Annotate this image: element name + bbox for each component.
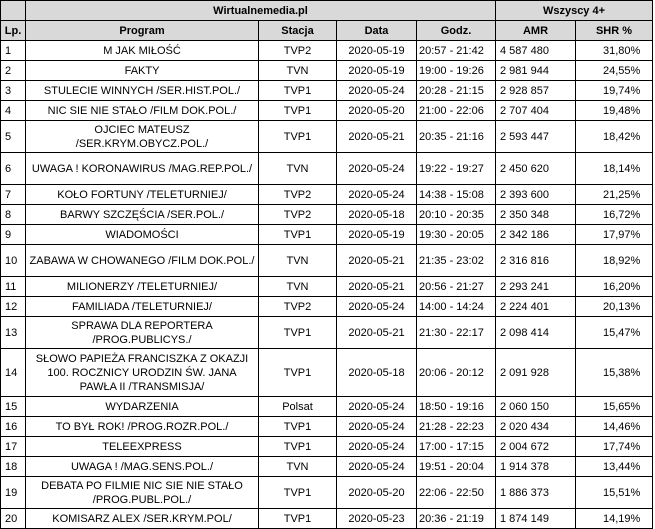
cell-data: 2020-05-20	[337, 477, 417, 509]
cell-godz: 14:38 - 15:08	[417, 185, 496, 205]
cell-program: STULECIE WINNYCH /SER.HIST.POL./	[26, 81, 259, 101]
cell-program: OJCIEC MATEUSZ /SER.KRYM.OBYCZ.POL./	[26, 121, 259, 153]
cell-lp: 14	[1, 349, 26, 397]
cell-godz: 17:00 - 17:15	[417, 437, 496, 457]
col-header-data: Data	[337, 21, 417, 41]
cell-shr: 15,47%	[576, 317, 653, 349]
cell-data: 2020-05-24	[337, 417, 417, 437]
cell-stacja: TVP1	[259, 81, 337, 101]
cell-godz: 20:35 - 21:16	[417, 121, 496, 153]
cell-amr: 2 060 150	[496, 397, 576, 417]
cell-shr: 15,38%	[576, 349, 653, 397]
cell-program: TO BYŁ ROK! /PROG.ROZR.POL./	[26, 417, 259, 437]
cell-program: UWAGA ! /MAG.SENS.POL./	[26, 457, 259, 477]
table-row	[1, 185, 653, 205]
cell-godz: 19:51 - 20:04	[417, 457, 496, 477]
cell-shr: 20,13%	[576, 297, 653, 317]
cell-shr: 16,72%	[576, 205, 653, 225]
cell-lp: 15	[1, 397, 26, 417]
cell-godz: 20:06 - 20:12	[417, 349, 496, 397]
cell-stacja: TVN	[259, 277, 337, 297]
cell-program: FAMILIADA /TELETURNIEJ/	[26, 297, 259, 317]
cell-amr: 2 981 944	[496, 61, 576, 81]
cell-program: MILIONERZY /TELETURNIEJ/	[26, 277, 259, 297]
cell-amr: 2 342 186	[496, 225, 576, 245]
table-row	[1, 477, 653, 509]
cell-shr: 18,14%	[576, 153, 653, 185]
cell-data: 2020-05-24	[337, 153, 417, 185]
cell-lp: 1	[1, 41, 26, 61]
table-row	[1, 397, 653, 417]
cell-stacja: TVP1	[259, 509, 337, 529]
table-row	[1, 509, 653, 529]
cell-data: 2020-05-23	[337, 509, 417, 529]
cell-godz: 20:56 - 21:27	[417, 277, 496, 297]
cell-stacja: TVP2	[259, 205, 337, 225]
cell-amr: 2 020 434	[496, 417, 576, 437]
cell-stacja: TVN	[259, 153, 337, 185]
table-row	[1, 457, 653, 477]
cell-shr: 24,55%	[576, 61, 653, 81]
cell-godz: 21:35 - 23:02	[417, 245, 496, 277]
col-header-program: Program	[26, 21, 259, 41]
cell-data: 2020-05-24	[337, 397, 417, 417]
cell-amr: 2 928 857	[496, 81, 576, 101]
cell-godz: 21:00 - 22:06	[417, 101, 496, 121]
cell-data: 2020-05-19	[337, 41, 417, 61]
cell-lp: 5	[1, 121, 26, 153]
cell-lp: 13	[1, 317, 26, 349]
cell-shr: 19,74%	[576, 81, 653, 101]
table-row	[1, 153, 653, 185]
cell-data: 2020-05-21	[337, 277, 417, 297]
cell-godz: 20:28 - 21:15	[417, 81, 496, 101]
cell-program: SŁOWO PAPIEŻA FRANCISZKA Z OKAZJI 100. ROCZNICY URODZIN ŚW. JANA PAWŁA II /TRANSMISJA/	[26, 349, 259, 397]
table-row	[1, 349, 653, 397]
cell-stacja: TVP1	[259, 317, 337, 349]
cell-shr: 17,74%	[576, 437, 653, 457]
cell-stacja: TVP1	[259, 477, 337, 509]
cell-amr: 1 914 378	[496, 457, 576, 477]
table-row	[1, 81, 653, 101]
cell-lp: 9	[1, 225, 26, 245]
cell-data: 2020-05-18	[337, 205, 417, 225]
cell-stacja: TVP1	[259, 121, 337, 153]
cell-program: KOŁO FORTUNY /TELETURNIEJ/	[26, 185, 259, 205]
cell-data: 2020-05-24	[337, 81, 417, 101]
cell-data: 2020-05-20	[337, 101, 417, 121]
cell-lp: 4	[1, 101, 26, 121]
cell-amr: 2 091 928	[496, 349, 576, 397]
cell-data: 2020-05-21	[337, 245, 417, 277]
cell-program: ZABAWA W CHOWANEGO /FILM DOK.POL./	[26, 245, 259, 277]
cell-godz: 21:28 - 22:23	[417, 417, 496, 437]
cell-godz: 20:36 - 21:19	[417, 509, 496, 529]
cell-lp: 7	[1, 185, 26, 205]
table-row	[1, 121, 653, 153]
cell-stacja: TVP2	[259, 297, 337, 317]
cell-stacja: TVN	[259, 245, 337, 277]
cell-program: TELEEXPRESS	[26, 437, 259, 457]
table-row	[1, 317, 653, 349]
cell-lp: 2	[1, 61, 26, 81]
cell-godz: 14:00 - 14:24	[417, 297, 496, 317]
header-row-columns	[1, 21, 653, 41]
cell-lp: 12	[1, 297, 26, 317]
cell-stacja: TVP1	[259, 225, 337, 245]
cell-amr: 2 393 600	[496, 185, 576, 205]
cell-godz: 20:10 - 20:35	[417, 205, 496, 225]
col-header-amr: AMR	[496, 21, 576, 41]
cell-shr: 18,92%	[576, 245, 653, 277]
cell-shr: 19,48%	[576, 101, 653, 121]
cell-godz: 22:06 - 22:50	[417, 477, 496, 509]
col-header-godz: Godz.	[417, 21, 496, 41]
cell-data: 2020-05-24	[337, 185, 417, 205]
cell-shr: 21,25%	[576, 185, 653, 205]
cell-amr: 1 874 149	[496, 509, 576, 529]
table-body	[1, 41, 653, 529]
cell-shr: 31,80%	[576, 41, 653, 61]
cell-amr: 2 316 816	[496, 245, 576, 277]
cell-data: 2020-05-19	[337, 225, 417, 245]
cell-shr: 13,44%	[576, 457, 653, 477]
cell-program: UWAGA ! KORONAWIRUS /MAG.REP.POL./	[26, 153, 259, 185]
cell-program: BARWY SZCZĘŚCIA /SER.POL./	[26, 205, 259, 225]
cell-data: 2020-05-21	[337, 121, 417, 153]
source-header: Wirtualnemedia.pl	[26, 1, 496, 21]
cell-stacja: TVP2	[259, 41, 337, 61]
cell-lp: 10	[1, 245, 26, 277]
cell-godz: 21:30 - 22:17	[417, 317, 496, 349]
cell-amr: 4 587 480	[496, 41, 576, 61]
cell-stacja: Polsat	[259, 397, 337, 417]
table-row	[1, 437, 653, 457]
cell-shr: 16,20%	[576, 277, 653, 297]
cell-stacja: TVP2	[259, 185, 337, 205]
table-row	[1, 245, 653, 277]
cell-data: 2020-05-19	[337, 61, 417, 81]
cell-program: WIADOMOŚCI	[26, 225, 259, 245]
corner-cell	[1, 1, 26, 21]
cell-lp: 3	[1, 81, 26, 101]
cell-lp: 16	[1, 417, 26, 437]
cell-lp: 17	[1, 437, 26, 457]
cell-shr: 15,51%	[576, 477, 653, 509]
table-row	[1, 61, 653, 81]
cell-amr: 2 707 404	[496, 101, 576, 121]
col-header-lp: Lp.	[1, 21, 26, 41]
table-row	[1, 225, 653, 245]
cell-program: KOMISARZ ALEX /SER.KRYM.POL/	[26, 509, 259, 529]
cell-amr: 2 450 620	[496, 153, 576, 185]
cell-stacja: TVN	[259, 61, 337, 81]
cell-shr: 14,46%	[576, 417, 653, 437]
table-row	[1, 417, 653, 437]
header-row-top	[1, 1, 653, 21]
cell-lp: 19	[1, 477, 26, 509]
cell-godz: 20:57 - 21:42	[417, 41, 496, 61]
cell-data: 2020-05-24	[337, 457, 417, 477]
cell-lp: 20	[1, 509, 26, 529]
cell-program: SPRAWA DLA REPORTERA /PROG.PUBLICYS./	[26, 317, 259, 349]
cell-shr: 18,42%	[576, 121, 653, 153]
cell-shr: 17,97%	[576, 225, 653, 245]
cell-stacja: TVP1	[259, 349, 337, 397]
table-row	[1, 101, 653, 121]
cell-data: 2020-05-24	[337, 297, 417, 317]
cell-stacja: TVP1	[259, 437, 337, 457]
cell-stacja: TVN	[259, 457, 337, 477]
table-row	[1, 277, 653, 297]
cell-godz: 19:22 - 19:27	[417, 153, 496, 185]
col-header-shr: SHR %	[576, 21, 653, 41]
table-row	[1, 205, 653, 225]
cell-amr: 2 593 447	[496, 121, 576, 153]
group-header: Wszyscy 4+	[496, 1, 653, 21]
cell-lp: 8	[1, 205, 26, 225]
cell-shr: 15,65%	[576, 397, 653, 417]
table-row	[1, 41, 653, 61]
cell-amr: 2 224 401	[496, 297, 576, 317]
cell-program: FAKTY	[26, 61, 259, 81]
cell-program: M JAK MIŁOŚĆ	[26, 41, 259, 61]
cell-amr: 2 350 348	[496, 205, 576, 225]
cell-shr: 14,19%	[576, 509, 653, 529]
cell-lp: 18	[1, 457, 26, 477]
cell-data: 2020-05-18	[337, 349, 417, 397]
cell-amr: 2 293 241	[496, 277, 576, 297]
cell-stacja: TVP1	[259, 417, 337, 437]
cell-godz: 18:50 - 19:16	[417, 397, 496, 417]
cell-lp: 6	[1, 153, 26, 185]
cell-amr: 1 886 373	[496, 477, 576, 509]
cell-godz: 19:00 - 19:26	[417, 61, 496, 81]
cell-amr: 2 004 672	[496, 437, 576, 457]
cell-program: WYDARZENIA	[26, 397, 259, 417]
table-row	[1, 297, 653, 317]
cell-program: DEBATA PO FILMIE NIC SIE NIE STAŁO /PROG.PUBL.POL./	[26, 477, 259, 509]
cell-stacja: TVP1	[259, 101, 337, 121]
cell-program: NIC SIE NIE STAŁO /FILM DOK.POL./	[26, 101, 259, 121]
cell-lp: 11	[1, 277, 26, 297]
cell-amr: 2 098 414	[496, 317, 576, 349]
col-header-stacja: Stacja	[259, 21, 337, 41]
cell-godz: 19:30 - 20:05	[417, 225, 496, 245]
cell-data: 2020-05-21	[337, 317, 417, 349]
cell-data: 2020-05-24	[337, 437, 417, 457]
